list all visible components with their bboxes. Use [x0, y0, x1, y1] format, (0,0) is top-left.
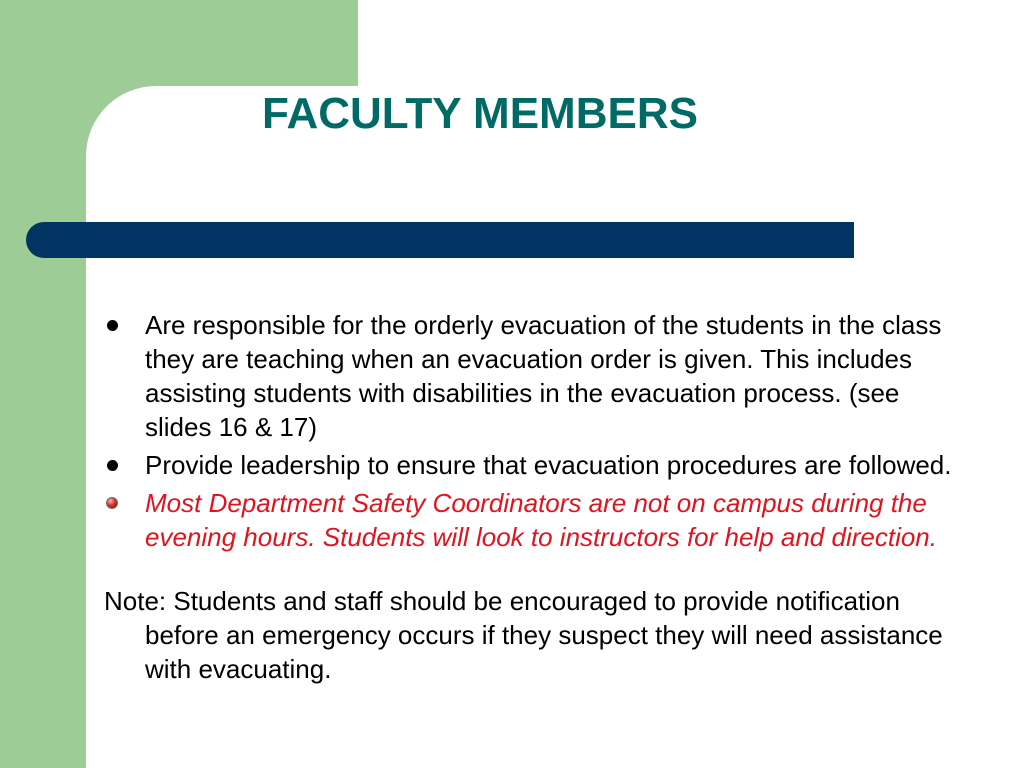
- bullet-item-safety-coordinators: [104, 486, 964, 554]
- decorative-blue-bar: [26, 222, 854, 258]
- bullet-text: Are responsible for the orderly evacuation of the students in the class they are teaching when an evacuation order is given. This includes assisting students with disabilities in the evacuation process. (see slides 16 & 17): [145, 310, 942, 442]
- round-bullet-icon: [107, 320, 118, 331]
- red-ball-bullet-icon: [106, 497, 118, 509]
- slide-title: FACULTY MEMBERS: [262, 89, 698, 138]
- slide-content: [104, 308, 964, 712]
- bullet-item-leadership: [104, 448, 964, 482]
- bullet-item-evacuation-responsibility: [104, 308, 964, 444]
- bullet-text: Provide leadership to ensure that evacuation procedures are followed.: [145, 450, 952, 480]
- bullet-list: [104, 308, 964, 554]
- round-bullet-icon: [107, 460, 118, 471]
- bullet-text-emphasis: Most Department Safety Coordinators are not on campus during the evening hours. Students will look to instructors for help and direction.: [145, 488, 937, 552]
- note-paragraph: Note: Students and staff should be encouraged to provide notification before an emergency occurs if they suspect they will need assistance with evacuating.: [104, 586, 943, 684]
